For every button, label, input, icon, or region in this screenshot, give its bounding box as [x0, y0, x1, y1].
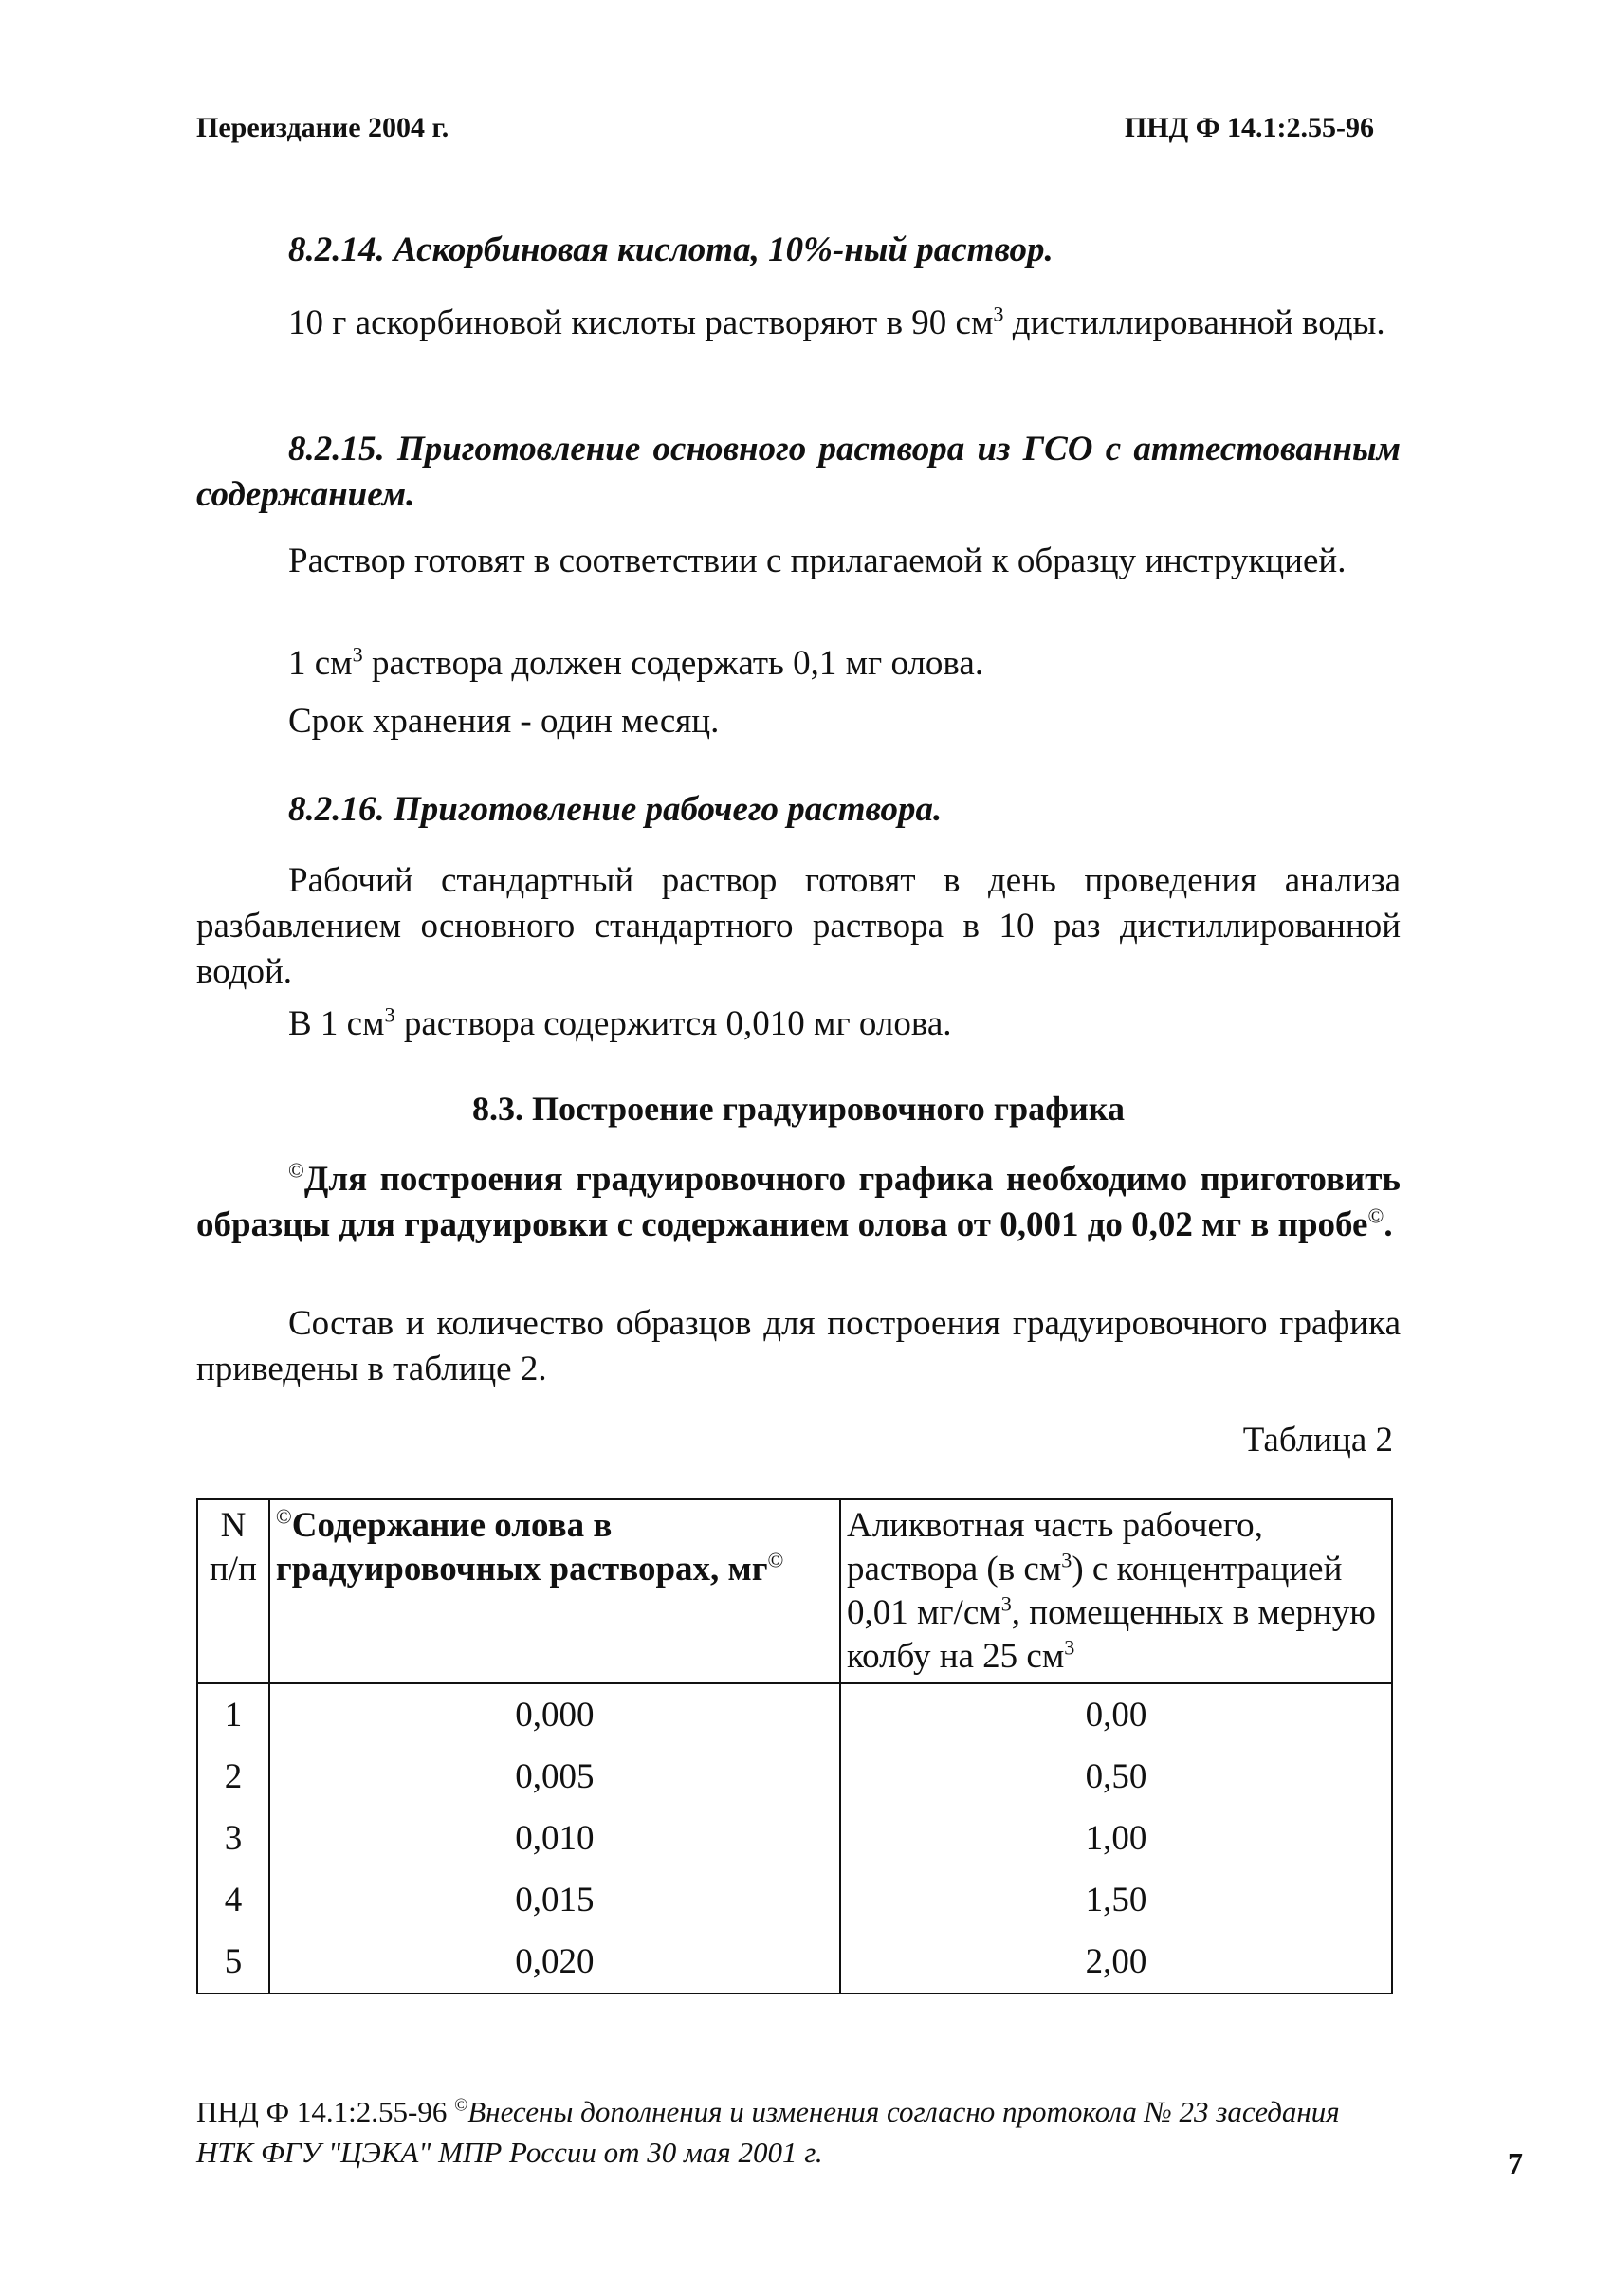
- section-8-2-16-p2: В 1 $см^3$ раствора содержится 0,010 мг олова.: [288, 1002, 952, 1043]
- header-cell-number: N п/п: [197, 1499, 269, 1683]
- cell-aliquot: 1,50: [840, 1869, 1392, 1931]
- section-8-2-15-p1: Раствор готовят в соответствии с прилагаемой к образцу инструкцией.: [288, 542, 1347, 580]
- table-row: [197, 1869, 1392, 1931]
- section-8-2-16-title: 8.2.16. Приготовление рабочего раствора.: [288, 790, 943, 829]
- table-row: [197, 1683, 1392, 1746]
- calibration-table: [196, 1498, 1393, 1994]
- section-8-2-16-p1: Рабочий стандартный раствор готовят в день проведения анализа разбавлением основного стандартного раствора в 10 раз дистиллированной водой.: [196, 861, 1401, 991]
- cell-aliquot: 0,50: [840, 1746, 1392, 1808]
- section-8-3-title: 8.3. Построение градуировочного графика: [472, 1090, 1125, 1128]
- section-8-2-15-title: 8.2.15. Приготовление основного раствора из ГСО с аттестованным содержанием.: [196, 430, 1401, 514]
- cell-number: 4: [197, 1869, 269, 1931]
- section-8-2-15-p3: Срок хранения - один месяц.: [288, 702, 720, 741]
- table-row: [197, 1808, 1392, 1869]
- cell-aliquot: 0,00: [840, 1683, 1392, 1746]
- cell-aliquot: 1,00: [840, 1808, 1392, 1869]
- footnote: ПНД Ф 14.1:2.55-96 ©Внесены дополнения и изменения согласно протокола № 23 заседания НТК ФГУ "ЦЭКА" МПР России от 30 мая 2001 г.: [196, 2095, 1340, 2169]
- section-8-3-bold-paragraph: ©Для построения градуировочного графика необходимо приготовить образцы для градуировки с содержанием олова от 0,001 до 0,02 мг в пробе©.: [196, 1158, 1401, 1244]
- table-row: [197, 1746, 1392, 1808]
- cell-number: 5: [197, 1931, 269, 1993]
- cell-tin-content: 0,020: [269, 1931, 840, 1993]
- section-8-3-p2: Состав и количество образцов для построения градуировочного графика приведены в таблице 2.: [196, 1304, 1401, 1388]
- cell-number: 3: [197, 1808, 269, 1869]
- header-edition: Переиздание 2004 г.: [196, 112, 449, 143]
- table-row: [197, 1931, 1392, 1993]
- header-cell-tin-content: ©Содержание олова в градуировочных растворах, мг©: [269, 1499, 840, 1683]
- section-8-2-14-title: 8.2.14. Аскорбиновая кислота, 10%-ный раствор.: [288, 230, 1054, 269]
- header-cell-aliquot: Аликвотная часть рабочего, раствора (в $см^3$) с концентрацией 0,01 $мг/см^3$, помещенных в мерную колбу на 25 $см^3$: [840, 1499, 1392, 1683]
- section-8-2-14-text: 10 г аскорбиновой кислоты растворяют в 90 $см^3$ дистиллированной воды.: [288, 302, 1385, 342]
- cell-tin-content: 0,015: [269, 1869, 840, 1931]
- cell-tin-content: 0,010: [269, 1808, 840, 1869]
- page-number: 7: [1508, 2146, 1523, 2180]
- cell-aliquot: 2,00: [840, 1931, 1392, 1993]
- cell-number: 2: [197, 1746, 269, 1808]
- cell-tin-content: 0,005: [269, 1746, 840, 1808]
- header-doc-code: ПНД Ф 14.1:2.55-96: [1124, 112, 1374, 143]
- cell-number: 1: [197, 1683, 269, 1746]
- table-header-row: [197, 1499, 1392, 1683]
- section-8-2-15-p2: 1 $см^3$ раствора должен содержать 0,1 мг олова.: [288, 642, 984, 683]
- cell-tin-content: 0,000: [269, 1683, 840, 1746]
- table-caption: Таблица 2: [1242, 1421, 1393, 1460]
